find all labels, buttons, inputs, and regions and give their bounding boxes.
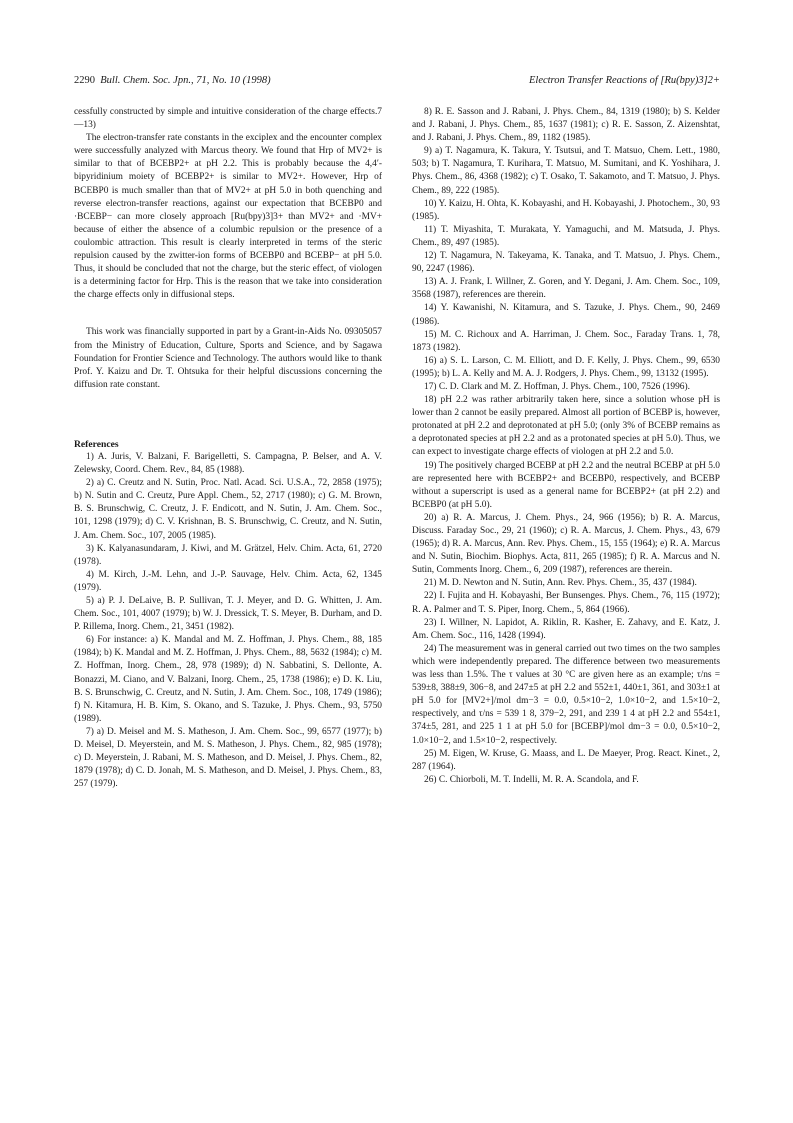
body-paragraph: The electron-transfer rate constants in the exciplex and the encounter complex were successfully analyzed with Marcus theory. We found that Hrp of MV2+ is similar to that of BCEBP2+ at pH 2.2. This is probably because the 4,4′-bipyridinium moiety of BCEBP2+ is similar to MV2+. However, Hrp of BCEBP0 is much smaller than that of MV2+ at pH 5.0 in both quenching and reverse electron-transfer reactions, against our expectation that BCEBP0 and ·BCEBP− can more closely approach [Ru(bpy)3]3+ than MV2+ and ·MV+ because of either the absence of a columbic repulsion or the presence of a coulombic attraction. This result is clearly interpreted in terms of the steric repulsion caused by the zwitter-ion forms of BCEBP0 and BCEBP− at pH 5.0. Thus, it should be concluded that not the charge, but the steric effect, of viologen is a determining factor for Hrp. This is the reason that we take into consideration the charge effects only in diffusional steps. bbox=[74, 133, 382, 301]
left-column bbox=[74, 106, 382, 791]
reference-item: 15) M. C. Richoux and A. Harriman, J. Chem. Soc., Faraday Trans. 1, 78, 1873 (1982). bbox=[412, 329, 720, 353]
reference-item: 21) M. D. Newton and N. Sutin, Ann. Rev. Phys. Chem., 35, 437 (1984). bbox=[424, 578, 697, 589]
running-title: Electron Transfer Reactions of [Ru(bpy)3]2+ bbox=[528, 75, 720, 86]
page-number: 2290 bbox=[74, 75, 95, 86]
reference-item: 23) I. Willner, N. Lapidot, A. Riklin, R. Kasher, E. Zahavy, and E. Katz, J. Am. Chem. Soc., 116, 1428 (1994). bbox=[412, 617, 720, 641]
reference-item: 8) R. E. Sasson and J. Rabani, J. Phys. Chem., 84, 1319 (1980); b) S. Kelder and J. Rabani, J. Phys. Chem., 85, 1637 (1981); c) R. E. Sasson, Z. Aizenshtat, and J. Rabani, J. Phys. Chem., 89, 1182 (1985). bbox=[412, 107, 720, 144]
reference-item: 17) C. D. Clark and M. Z. Hoffman, J. Phys. Chem., 100, 7526 (1996). bbox=[424, 381, 690, 392]
reference-item: 3) K. Kalyanasundaram, J. Kiwi, and M. Grätzel, Helv. Chim. Acta, 61, 2720 (1978). bbox=[74, 543, 382, 567]
reference-item: 25) M. Eigen, W. Kruse, G. Maass, and L. De Maeyer, Prog. React. Kinet., 2, 287 (1964). bbox=[412, 748, 720, 772]
reference-item: 18) pH 2.2 was rather arbitrarily taken here, since a solution whose pH is lower than 2 cannot be easily prepared. Almost all portion of BCEBP is, however, protonated at pH 2.2 and deprotonated at pH 5.0; (only 3% of BCEBP remains as a deprotonated species at pH 2.2 and as a protonated species at pH 5.0). Thus, we can expect to investigate charge effects of viologen at pH 2.2 and 5.0. bbox=[412, 395, 720, 458]
running-header bbox=[74, 73, 720, 89]
reference-item: 10) Y. Kaizu, H. Ohta, K. Kobayashi, and H. Kobayashi, J. Photochem., 30, 93 (1985). bbox=[412, 198, 720, 222]
right-column bbox=[412, 106, 720, 787]
reference-item: 9) a) T. Nagamura, K. Takura, Y. Tsutsui, and T. Matsuo, Chem. Lett., 1980, 503; b) T. Nagamura, T. Kurihara, T. Matsuo, M. Sumitani, and K. Yoshihara, J. Phys. Chem., 86, 4368 (1982); c) T. Osako, T. Sakamoto, and T. Matsuo, J. Phys. Chem., 89, 222 (1985). bbox=[412, 146, 720, 196]
page-number-and-journal bbox=[74, 73, 271, 89]
journal-citation: Bull. Chem. Soc. Jpn., 71, No. 10 (1998) bbox=[100, 75, 271, 86]
reference-item: 6) For instance: a) K. Mandal and M. Z. Hoffman, J. Phys. Chem., 88, 185 (1984); b) K. Mandal and M. Z. Hoffman, J. Phys. Chem., 88, 5632 (1984); c) M. Z. Hoffman, Inorg. Chem., 28, 978 (1989); d) N. Sabbatini, S. Dellonte, A. Bonazzi, M. Ciano, and V. Balzani, Inorg. Chem., 25, 1738 (1986); e) D. K. Liu, B. S. Brunschwig, C. Creutz, and N. Sutin, J. Am. Chem. Soc., 108, 1749 (1986); f) N. Kitamura, H. B. Kim, S. Okano, and S. Tazuke, J. Phys. Chem., 93, 5750 (1989). bbox=[74, 635, 382, 724]
reference-item: 19) The positively charged BCEBP at pH 2.2 and the neutral BCEBP at pH 5.0 are represented here with BCEBP2+ and BCEBP0, respectively, and BCEBP without a superscript is used as a general name for BCEBP2+ (at pH 2.2) and BCEBP0 (at pH 5.0). bbox=[412, 460, 720, 510]
reference-item: 20) a) R. A. Marcus, J. Chem. Phys., 24, 966 (1956); b) R. A. Marcus, Discuss. Faraday Soc., 29, 21 (1960); c) R. A. Marcus, J. Chem. Phys., 43, 679 (1965); d) R. A. Marcus, Ann. Rev. Phys. Chem., 15, 155 (1964); e) R. A. Marcus and N. Sutin, Biochim. Biophys. Acta, 811, 265 (1985); f) R. A. Marcus and N. Sutin, Comments Inorg. Chem., 6, 209 (1987), references are therein. bbox=[412, 512, 720, 576]
reference-item: 24) The measurement was in general carried out two times on the two samples which were independently prepared. The difference between two measurements was less than 1.5%. The τ values at 30 °C are given here as an example; τ/ns = 539±8, 388±9, 306−8, and 247±5 at pH 2.2 and 552±1, 440±1, 361, and 303±1 at pH 5.0 for [MV2+]/mol dm−3 = 0.0, 0.5×10−2, 1.0×10−2, and 1.5×10−2, respectively, and τ/ns = 539 1 8, 379−2, 291, and 239 1 4 at pH 2.2 and 554±1, 374±5, 281, and 225 1 1 at pH 5.0 for [BCEBP]/mol dm−3 = 0.0, 0.5×10−2, 1.0×10−2, and 1.5×10−2, respectively. bbox=[412, 643, 720, 746]
reference-item: 13) A. J. Frank, I. Willner, Z. Goren, and Y. Degani, J. Am. Chem. Soc., 109, 3568 (1987), references are therein. bbox=[412, 277, 720, 301]
acknowledgment: This work was financially supported in part by a Grant-in-Aids No. 09305057 from the Ministry of Education, Culture, Sports and Science, and by Sagawa Foundation for Frontier Science and Technology. The authors would like to thank Prof. Y. Kaizu and Dr. T. Ohtsuka for their helpful discussions concerning the diffusion rate constant. bbox=[74, 327, 382, 390]
reference-item: 7) a) D. Meisel and M. S. Matheson, J. Am. Chem. Soc., 99, 6577 (1977); b) D. Meisel, D. Meyerstein, and M. S. Matheson, J. Phys. Chem., 82, 985 (1978); c) D. Meyerstein, J. Rabani, M. S. Matheson, and D. Meisel, J. Phys. Chem., 82, 1879 (1978); d) C. D. Jonah, M. S. Matheson, and D. Meisel, J. Phys. Chem., 83, 257 (1979). bbox=[74, 726, 382, 790]
reference-item: 5) a) P. J. DeLaive, B. P. Sullivan, T. J. Meyer, and D. G. Whitten, J. Am. Chem. Soc., 101, 4007 (1979); b) W. J. Dressick, T. S. Meyer, B. Durham, and D. P. Rillema, Inorg. Chem., 21, 3451 (1982). bbox=[74, 596, 382, 633]
reference-item: 12) T. Nagamura, N. Takeyama, K. Tanaka, and T. Matsuo, J. Phys. Chem., 90, 2247 (1986). bbox=[412, 251, 720, 275]
reference-item: 16) a) S. L. Larson, C. M. Elliott, and D. F. Kelly, J. Phys. Chem., 99, 6530 (1995); b) L. A. Kelly and M. A. J. Rodgers, J. Phys. Chem., 99, 13132 (1995). bbox=[412, 355, 720, 379]
reference-item: 11) T. Miyashita, T. Murakata, Y. Yamaguchi, and M. Matsuda, J. Phys. Chem., 89, 497 (1985). bbox=[412, 224, 720, 248]
references-heading: References bbox=[74, 438, 119, 450]
reference-item: 26) C. Chiorboli, M. T. Indelli, M. R. A. Scandola, and F. bbox=[424, 774, 639, 785]
body-paragraph: cessfully constructed by simple and intuitive consideration of the charge effects.7—13) bbox=[74, 107, 382, 131]
reference-item: 1) A. Juris, V. Balzani, F. Barigelletti, S. Campagna, P. Belser, and A. V. Zelewsky, Coord. Chem. Rev., 84, 85 (1988). bbox=[74, 451, 382, 476]
reference-item: 2) a) C. Creutz and N. Sutin, Proc. Natl. Acad. Sci. U.S.A., 72, 2858 (1975); b) N. Sutin and C. Creutz, Pure Appl. Chem., 52, 2717 (1980); c) G. M. Brown, B. S. Brunschwig, C. Creutz, J. F. Endicott, and N. Sutin, J. Am. Chem. Soc., 101, 1298 (1979); d) C. V. Krishnan, B. S. Brunschwig, C. Creutz, and N. Sutin, J. Am. Chem. Soc., 107, 2005 (1985). bbox=[74, 478, 382, 541]
reference-item: 14) Y. Kawanishi, N. Kitamura, and S. Tazuke, J. Phys. Chem., 90, 2469 (1986). bbox=[412, 303, 720, 327]
reference-item: 22) I. Fujita and H. Kobayashi, Ber Bunsenges. Phys. Chem., 76, 115 (1972); R. A. Palmer and T. S. Piper, Inorg. Chem., 5, 864 (1966). bbox=[412, 591, 720, 615]
reference-item: 4) M. Kirch, J.-M. Lehn, and J.-P. Sauvage, Helv. Chim. Acta, 62, 1345 (1979). bbox=[74, 569, 382, 593]
